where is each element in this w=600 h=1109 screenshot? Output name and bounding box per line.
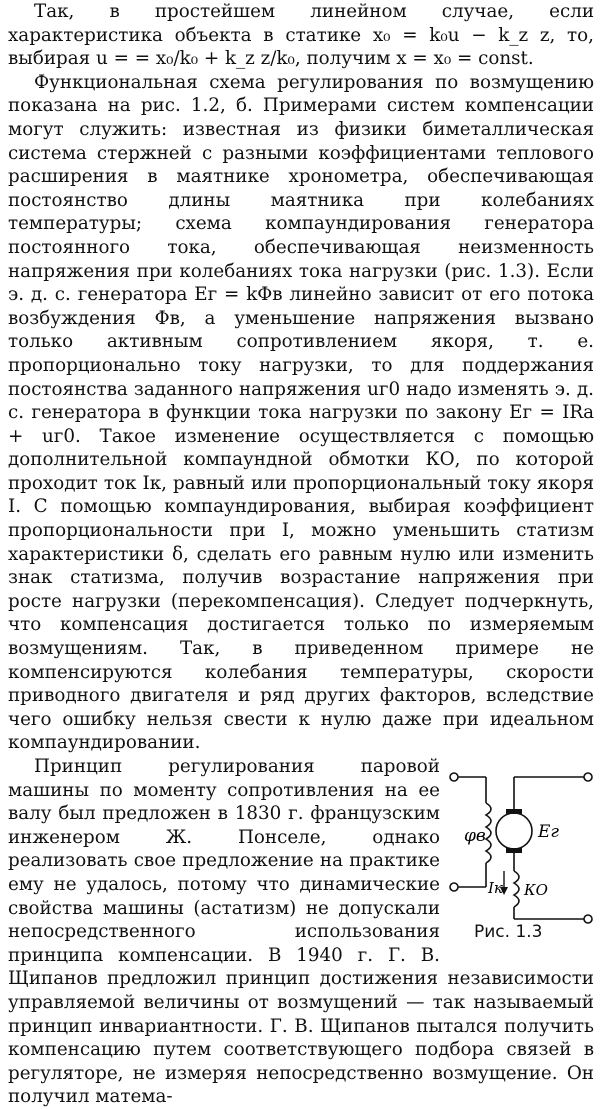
figure-1-3 xyxy=(448,759,596,947)
terminal-bottom-right xyxy=(584,915,592,923)
compound-generator-diagram xyxy=(448,759,596,947)
emf-label: Eг xyxy=(538,822,560,842)
armature-circle xyxy=(496,813,532,849)
terminal-bottom-left xyxy=(450,883,458,891)
document-body xyxy=(8,0,594,1109)
paragraph-3: Принцип регулирования паровой машины по моменту сопротивления на ее валу был предложен в 1830 г. французским инженером Ж. Понселе, однако реализовать свое предложение на практике ему не удалось, потому что динамические свойства машины (астатизм) не допускали непосредственного использования принципа компенсации. В 1940 г. Г. В. Щипанов предложил принцип достижения независимости управляемой величины от возмущений — так называемый принцип инвариантности. Г. В. Щипанов пытался получить компенсацию путем соответствующего подбора связей в регуляторе, не измеряя непосредственно возмущение. Он получил матема- xyxy=(8,756,594,1108)
current-label: Iк xyxy=(488,879,503,897)
compound-winding-coil xyxy=(514,871,519,907)
paragraph-2: Функциональная схема регулирования по возмущению показана на рис. 1.2, б. Примерами систем компенсации могут служить: известная из физики биметаллическая система стержней с разными коэффициентами теплового расширения в маятнике хронометра, обеспечивающая постоянство длины маятника при колебаниях температуры; схема компаундирования генератора постоянного тока, обеспечивающая неизменность напряжения при колебаниях тока нагрузки (рис. 1.3). Если э. д. с. генератора Eг = kΦв линейно зависит от его потока возбуждения Φв, а уменьшение напряжения вызвано только активным сопротивлением якоря, т. е. пропорционально току нагрузки, то для поддержания постоянства заданного напряжения uг0 надо изменять э. д. с. генератора в функции тока нагрузки по закону Eг = IRа + uг0. Такое изменение осуществляется с помощью дополнительной компаундной обмотки КО, по которой проходит ток Iк, равный или пропорциональный току якоря I. С помощью компаундирования, выбирая коэффициент пропорциональности при I, можно уменьшить статизм характеристики δ, сделать его равным нулю или изменить знак статизма, получив возрастание напряжения при росте нагрузки (перекомпенсация). Следует подчеркнуть, что компенсация достигается только по измеряемым возмущениям. Так, в приведенном примере не компенсируются колебания температуры, скорости приводного двигателя и ряд других факторов, вследствие чего ошибку нельзя свести к нулю даже при идеальном компаундировании. xyxy=(8,71,594,754)
winding-label: КО xyxy=(524,881,548,899)
figure-caption: Рис. 1.3 xyxy=(474,922,543,943)
field-flux-label: φв xyxy=(464,826,486,846)
terminal-top-left xyxy=(450,773,458,781)
terminal-top-right xyxy=(584,773,592,781)
paragraph-1: Так, в простейшем линейном случае, если характеристика объекта в статике x₀ = k₀u − k_z z, то, выбирая u = = x₀/k₀ + k_z z/k₀, получим x = x₀ = const. xyxy=(8,1,594,70)
field-winding-coil xyxy=(486,803,491,863)
paragraph-3-block xyxy=(8,755,594,1109)
